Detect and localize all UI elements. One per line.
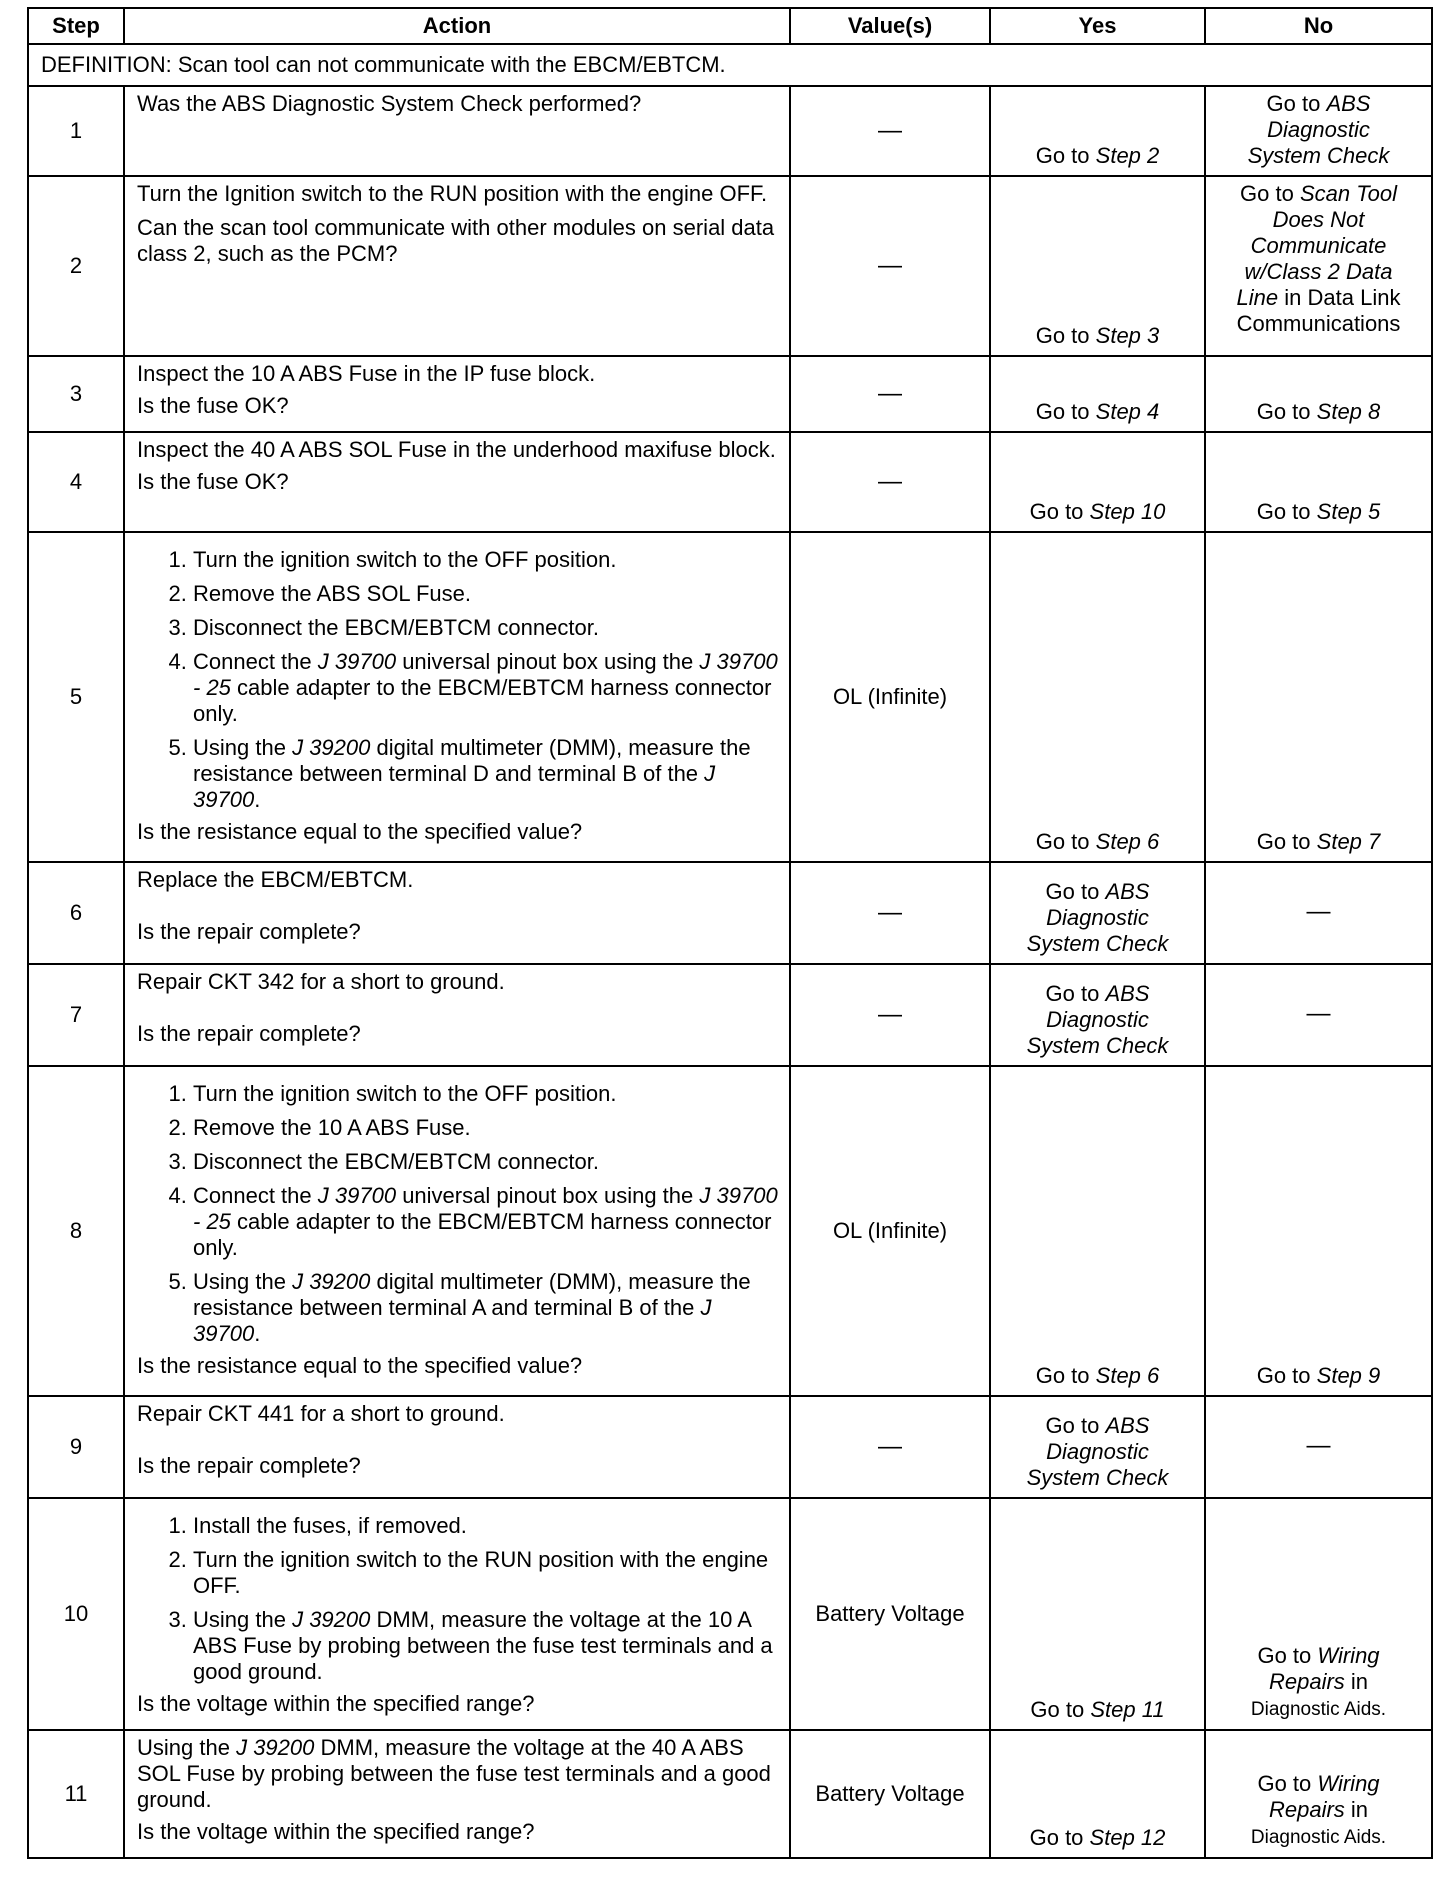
- no-link[interactable]: Wiring: [1317, 1643, 1380, 1668]
- yes-link[interactable]: Diagnostic: [1046, 905, 1149, 930]
- item-text: universal pinout box using the: [402, 649, 694, 674]
- goto-label: Go to: [1266, 91, 1321, 116]
- item-text: Using the: [193, 1607, 286, 1632]
- tool-ref: J 39200: [292, 1269, 371, 1294]
- value-cell: [790, 964, 990, 1066]
- no-link[interactable]: Line: [1236, 285, 1279, 310]
- definition-row: [28, 44, 1432, 86]
- goto-label: Go to: [1035, 143, 1090, 168]
- value-cell: [790, 862, 990, 964]
- yes-cell: [990, 86, 1205, 176]
- value-cell: [790, 532, 990, 862]
- yes-cell: [990, 432, 1205, 532]
- yes-link[interactable]: Step 4: [1095, 399, 1160, 424]
- step-number: 5: [28, 532, 124, 862]
- header-no: No: [1205, 8, 1432, 44]
- step-number: 3: [28, 356, 124, 432]
- value-cell: [790, 1066, 990, 1396]
- yes-link[interactable]: Step 2: [1095, 143, 1160, 168]
- no-text: —: [1306, 1000, 1331, 1027]
- action-text: Turn the Ignition switch to the RUN position with the engine OFF.: [137, 181, 768, 206]
- action-cell: [124, 356, 790, 432]
- action-cell: [124, 1396, 790, 1498]
- yes-link[interactable]: Step 6: [1095, 1363, 1160, 1388]
- value-cell: [790, 1498, 990, 1730]
- value-text: —: [878, 1001, 902, 1028]
- no-link[interactable]: System Check: [1247, 143, 1390, 168]
- value-text: —: [878, 252, 902, 279]
- yes-cell: [990, 1498, 1205, 1730]
- table-row: [28, 964, 1432, 1066]
- list-item: 2. Remove the ABS SOL Fuse.: [193, 581, 779, 607]
- goto-label: Go to: [1256, 829, 1311, 854]
- action-question: Is the repair complete?: [137, 1453, 361, 1478]
- no-cell: [1205, 1066, 1432, 1396]
- step-number: 2: [28, 176, 124, 356]
- no-link[interactable]: w/Class 2 Data: [1244, 259, 1393, 284]
- value-text: —: [878, 899, 902, 926]
- action-list: [137, 1081, 779, 1347]
- action-list: [137, 547, 779, 813]
- table-row: [28, 176, 1432, 356]
- list-item: 2. Turn the ignition switch to the RUN position with the engine OFF.: [193, 1547, 779, 1599]
- table-row: [28, 1498, 1432, 1730]
- value-text: —: [878, 468, 902, 495]
- value-cell: [790, 176, 990, 356]
- goto-label: Go to: [1045, 981, 1100, 1006]
- yes-link[interactable]: ABS: [1105, 1413, 1150, 1438]
- diagnostic-table: [27, 7, 1433, 1859]
- list-item: 3. Disconnect the EBCM/EBTCM connector.: [193, 615, 779, 641]
- no-text: in: [1350, 1669, 1369, 1694]
- item-text: .: [254, 1321, 261, 1346]
- list-item: 1. Install the fuses, if removed.: [193, 1513, 779, 1539]
- action-text: Replace the EBCM/EBTCM.: [137, 867, 414, 892]
- goto-label: Go to: [1035, 829, 1090, 854]
- value-cell: [790, 1730, 990, 1858]
- item-text: DMM, measure the voltage at the 40 A ABS SOL Fuse by probing between the fuse test terminals and a good ground.: [137, 1735, 771, 1812]
- list-item: [193, 649, 779, 727]
- yes-link[interactable]: Step 3: [1095, 323, 1160, 348]
- tool-ref: J 39700 - 25: [193, 1183, 778, 1234]
- header-action: Action: [124, 8, 790, 44]
- action-question: Is the resistance equal to the specified value?: [137, 819, 583, 844]
- no-link[interactable]: Repairs: [1268, 1669, 1345, 1694]
- value-text: OL (Infinite): [832, 1218, 948, 1243]
- table-row: [28, 532, 1432, 862]
- no-text: —: [1306, 1432, 1331, 1459]
- item-text: Using the: [193, 735, 286, 760]
- no-cell: [1205, 1396, 1432, 1498]
- tool-ref: J 39200: [292, 735, 371, 760]
- goto-label: Go to: [1035, 1363, 1090, 1388]
- step-number: 4: [28, 432, 124, 532]
- no-link[interactable]: Wiring: [1317, 1771, 1380, 1796]
- list-item: 1. Turn the ignition switch to the OFF position.: [193, 547, 779, 573]
- yes-link[interactable]: System Check: [1026, 1033, 1169, 1058]
- item-text: Using the: [193, 1269, 286, 1294]
- no-link[interactable]: Does Not: [1272, 207, 1365, 232]
- tool-ref: J 39200: [236, 1735, 315, 1760]
- no-cell: [1205, 86, 1432, 176]
- item-text: Connect the: [193, 649, 312, 674]
- list-item: [193, 1269, 779, 1347]
- goto-label: Go to: [1045, 1413, 1100, 1438]
- step-number: 1: [28, 86, 124, 176]
- table-row: [28, 1066, 1432, 1396]
- action-text: Repair CKT 441 for a short to ground.: [137, 1401, 505, 1426]
- goto-label: Go to: [1029, 499, 1084, 524]
- no-cell: [1205, 1730, 1432, 1858]
- no-text: Communications: [1236, 311, 1401, 336]
- table-row: [28, 356, 1432, 432]
- no-link[interactable]: Scan Tool: [1299, 181, 1397, 206]
- yes-link[interactable]: System Check: [1026, 931, 1169, 956]
- step-number: 8: [28, 1066, 124, 1396]
- list-item: [193, 1183, 779, 1261]
- step-number: 7: [28, 964, 124, 1066]
- step-number: 11: [28, 1730, 124, 1858]
- yes-link[interactable]: System Check: [1026, 1465, 1169, 1490]
- yes-link[interactable]: Step 10: [1089, 499, 1166, 524]
- action-text: Was the ABS Diagnostic System Check performed?: [137, 91, 642, 116]
- definition-text: DEFINITION: Scan tool can not communicate with the EBCM/EBTCM.: [28, 44, 1432, 86]
- item-text: Using the: [137, 1735, 230, 1760]
- no-link[interactable]: Step 8: [1316, 399, 1381, 424]
- yes-cell: [990, 1396, 1205, 1498]
- action-text: Inspect the 10 A ABS Fuse in the IP fuse block.: [137, 361, 596, 386]
- action-question: Is the resistance equal to the specified value?: [137, 1353, 583, 1378]
- list-item: 2. Remove the 10 A ABS Fuse.: [193, 1115, 779, 1141]
- value-text: —: [878, 1433, 902, 1460]
- action-cell: [124, 964, 790, 1066]
- table-row: [28, 86, 1432, 176]
- item-text: universal pinout box using the: [402, 1183, 694, 1208]
- action-cell: [124, 86, 790, 176]
- goto-label: Go to: [1256, 399, 1311, 424]
- goto-label: Go to: [1256, 1363, 1311, 1388]
- goto-label: Go to: [1256, 499, 1311, 524]
- header-yes: Yes: [990, 8, 1205, 44]
- yes-cell: [990, 862, 1205, 964]
- yes-link[interactable]: Step 6: [1095, 829, 1160, 854]
- tool-ref: J 39700: [317, 649, 397, 674]
- no-cell: [1205, 176, 1432, 356]
- yes-link[interactable]: ABS: [1105, 879, 1150, 904]
- item-text: cable adapter to the EBCM/EBTCM harness connector only.: [193, 1209, 772, 1260]
- no-text: in Data Link: [1284, 285, 1401, 310]
- goto-label: Go to: [1257, 1771, 1312, 1796]
- action-question: Is the voltage within the specified range?: [137, 1819, 535, 1844]
- no-cell: [1205, 532, 1432, 862]
- goto-label: Go to: [1240, 181, 1294, 206]
- item-text: DMM, measure the voltage at the 10 A ABS Fuse by probing between the fuse test terminals and a good ground.: [193, 1607, 773, 1684]
- yes-link[interactable]: Step 12: [1089, 1825, 1166, 1850]
- no-link[interactable]: Step 7: [1316, 829, 1381, 854]
- action-cell: [124, 1066, 790, 1396]
- value-text: Battery Voltage: [815, 1601, 965, 1626]
- item-text: digital multimeter (DMM), measure the resistance between terminal D and terminal B of the: [193, 735, 751, 786]
- list-item: 3. Disconnect the EBCM/EBTCM connector.: [193, 1149, 779, 1175]
- action-cell: [124, 532, 790, 862]
- step-number: 10: [28, 1498, 124, 1730]
- value-cell: [790, 356, 990, 432]
- list-item: [193, 735, 779, 813]
- goto-label: Go to: [1045, 879, 1100, 904]
- value-text: Battery Voltage: [815, 1781, 965, 1806]
- goto-label: Go to: [1035, 323, 1090, 348]
- list-item: [193, 1607, 779, 1685]
- value-text: —: [878, 117, 902, 144]
- goto-label: Go to: [1030, 1697, 1085, 1722]
- list-item: 1. Turn the ignition switch to the OFF position.: [193, 1081, 779, 1107]
- table-row: [28, 1396, 1432, 1498]
- no-link[interactable]: Communicate: [1250, 233, 1387, 258]
- tool-ref: J 39700: [193, 1295, 712, 1346]
- yes-link[interactable]: ABS: [1105, 981, 1150, 1006]
- value-cell: [790, 86, 990, 176]
- value-cell: [790, 1396, 990, 1498]
- tool-ref: J 39700: [317, 1183, 397, 1208]
- action-question: Is the repair complete?: [137, 919, 361, 944]
- yes-link[interactable]: Diagnostic: [1046, 1439, 1149, 1464]
- tool-ref: J 39200: [292, 1607, 371, 1632]
- tool-ref: J 39700: [193, 761, 716, 812]
- header-values: Value(s): [790, 8, 990, 44]
- no-cell: [1205, 432, 1432, 532]
- action-cell: [124, 432, 790, 532]
- item-text: cable adapter to the EBCM/EBTCM harness connector only.: [193, 675, 772, 726]
- no-text: Diagnostic Aids.: [1250, 1827, 1387, 1848]
- no-link[interactable]: Step 9: [1316, 1363, 1381, 1388]
- step-number: 9: [28, 1396, 124, 1498]
- no-link[interactable]: Diagnostic: [1267, 117, 1370, 142]
- goto-label: Go to: [1257, 1643, 1312, 1668]
- value-cell: [790, 432, 990, 532]
- no-cell: [1205, 862, 1432, 964]
- action-list: [137, 1513, 779, 1685]
- goto-label: Go to: [1029, 1825, 1084, 1850]
- item-text: Connect the: [193, 1183, 312, 1208]
- yes-cell: [990, 964, 1205, 1066]
- table-row: [28, 432, 1432, 532]
- action-question: Is the fuse OK?: [137, 469, 289, 494]
- yes-link[interactable]: Step 11: [1090, 1697, 1165, 1722]
- no-cell: [1205, 356, 1432, 432]
- action-question: Can the scan tool communicate with other modules on serial data class 2, such as the PCM?: [137, 215, 775, 266]
- step-number: 6: [28, 862, 124, 964]
- no-link[interactable]: Step 5: [1316, 499, 1381, 524]
- no-link[interactable]: ABS: [1326, 91, 1371, 116]
- yes-cell: [990, 532, 1205, 862]
- no-text: —: [1306, 898, 1331, 925]
- item-text: .: [254, 787, 261, 812]
- header-step: Step: [28, 8, 124, 44]
- no-cell: [1205, 1498, 1432, 1730]
- action-cell: [124, 862, 790, 964]
- yes-cell: [990, 356, 1205, 432]
- tool-ref: J 39700 - 25: [193, 649, 778, 700]
- no-text: in: [1350, 1797, 1369, 1822]
- action-question: Is the voltage within the specified range?: [137, 1691, 535, 1716]
- yes-link[interactable]: Diagnostic: [1046, 1007, 1149, 1032]
- yes-cell: [990, 1730, 1205, 1858]
- action-question: Is the repair complete?: [137, 1021, 361, 1046]
- goto-label: Go to: [1035, 399, 1090, 424]
- table-row: [28, 1730, 1432, 1858]
- item-text: digital multimeter (DMM), measure the resistance between terminal A and terminal B of the: [193, 1269, 751, 1320]
- action-cell: [124, 176, 790, 356]
- action-cell: [124, 1730, 790, 1858]
- action-text: [137, 1735, 779, 1813]
- no-cell: [1205, 964, 1432, 1066]
- yes-cell: [990, 176, 1205, 356]
- yes-cell: [990, 1066, 1205, 1396]
- table-row: [28, 862, 1432, 964]
- action-question: Is the fuse OK?: [137, 393, 289, 418]
- value-text: OL (Infinite): [832, 684, 948, 709]
- no-link[interactable]: Repairs: [1268, 1797, 1345, 1822]
- header-row: [28, 8, 1432, 44]
- action-text: Inspect the 40 A ABS SOL Fuse in the underhood maxifuse block.: [137, 437, 776, 462]
- action-cell: [124, 1498, 790, 1730]
- action-text: Repair CKT 342 for a short to ground.: [137, 969, 505, 994]
- value-text: —: [878, 380, 902, 407]
- no-text: Diagnostic Aids.: [1250, 1699, 1387, 1720]
